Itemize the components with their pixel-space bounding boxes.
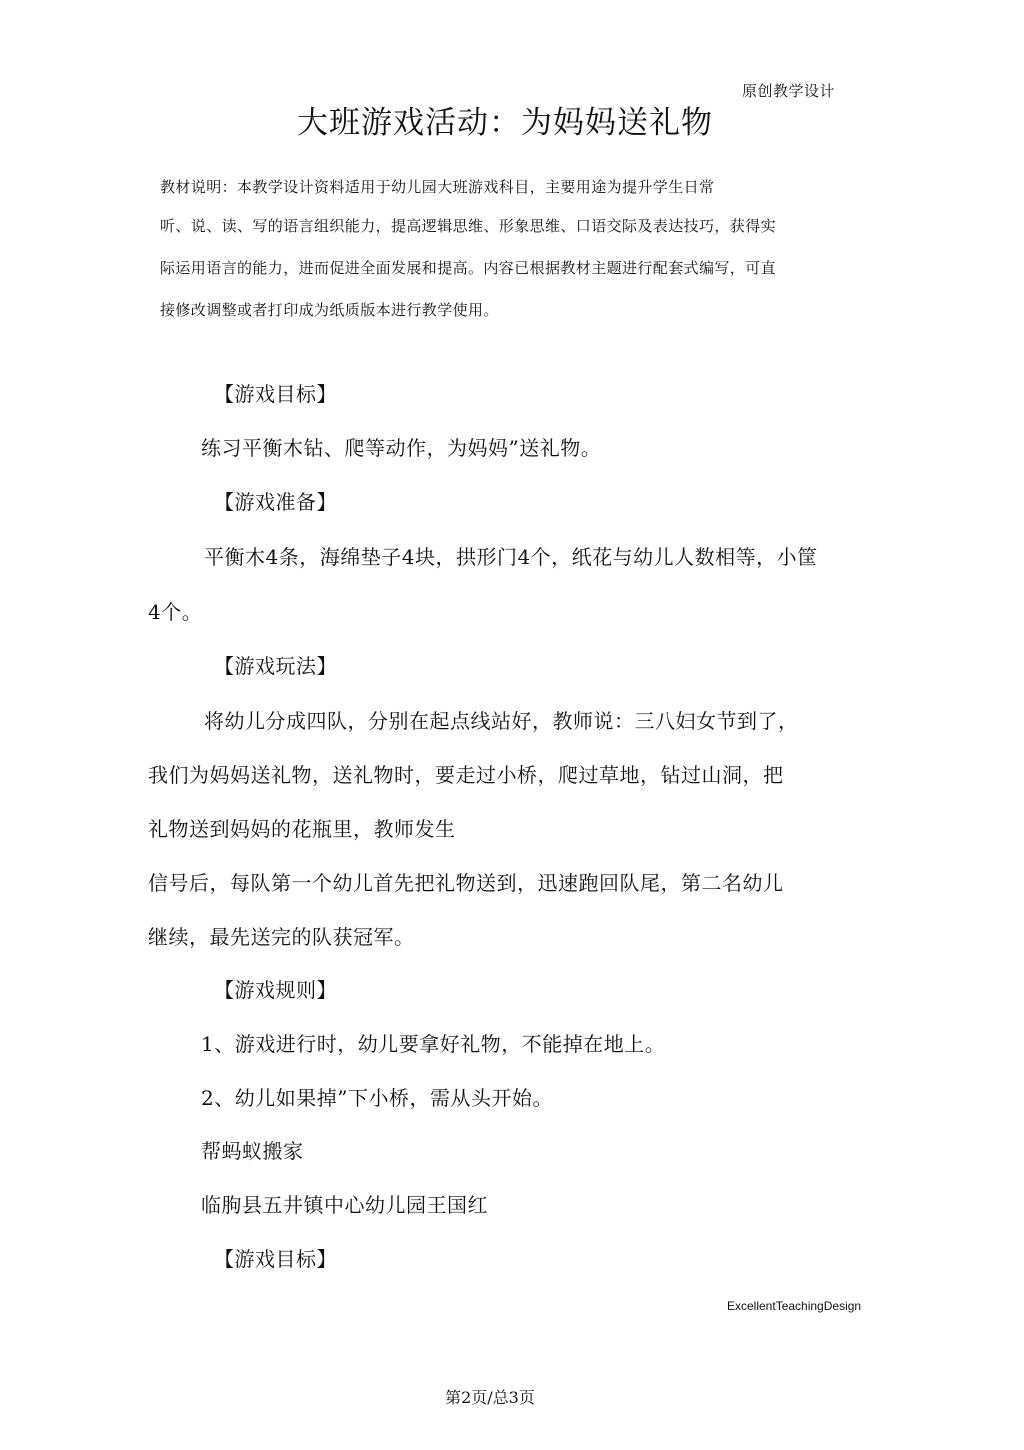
footer-brand: ExcellentTeachingDesign	[727, 1299, 862, 1313]
intro-line: 教材说明：本教学设计资料适用于幼儿园大班游戏科目，主要用途为提升学生日常	[160, 178, 715, 196]
intro-line: 接修改调整或者打印成为纸质版本进行教学使用。	[160, 301, 499, 319]
rule-item: 2、幼儿如果掉”下小桥，需从头开始。	[201, 1086, 553, 1110]
intro-line: 听、说、读、写的语言组织能力，提高逻辑思维、形象思维、口语交际及表达技巧，获得实	[160, 217, 777, 235]
play-text-line: 将幼儿分成四队，分别在起点线站好，教师说：三八妇女节到了，	[204, 709, 799, 733]
play-text-line: 继续，最先送完的队获冠军。	[148, 925, 415, 949]
play-text-line: 信号后，每队第一个幼儿首先把礼物送到，迅速跑回队尾，第二名幼儿	[148, 871, 784, 895]
intro-line: 际运用语言的能力，进而促进全面发展和提高。内容已根据教材主题进行配套式编写，可直	[160, 259, 777, 277]
section-heading-play: 【游戏玩法】	[214, 654, 337, 678]
play-text-line: 礼物送到妈妈的花瓶里，教师发生	[148, 817, 456, 841]
document-tag: 原创教学设计	[742, 82, 836, 100]
page-number: 第2页/总3页	[445, 1388, 535, 1407]
next-activity-author: 临朐县五井镇中心幼儿园王国红	[201, 1193, 488, 1217]
section-heading-goal: 【游戏目标】	[214, 382, 337, 406]
section-heading-rules: 【游戏规则】	[214, 978, 337, 1002]
next-activity-title: 帮蚂蚁搬家	[201, 1139, 304, 1163]
rule-item: 1、游戏进行时，幼儿要拿好礼物，不能掉在地上。	[201, 1032, 666, 1056]
prep-text-line: 4个。	[148, 600, 203, 624]
prep-text-line: 平衡木4条，海绵垫子4块，拱形门4个，纸花与幼儿人数相等，小筐	[204, 545, 818, 569]
document-title: 大班游戏活动：为妈妈送礼物	[297, 105, 713, 141]
goal-text: 练习平衡木钻、爬等动作，为妈妈”送礼物。	[201, 436, 602, 460]
section-heading-prep: 【游戏准备】	[214, 490, 337, 514]
play-text-line: 我们为妈妈送礼物，送礼物时，要走过小桥，爬过草地，钻过山洞，把	[148, 763, 784, 787]
section-heading-goal: 【游戏目标】	[214, 1247, 337, 1271]
